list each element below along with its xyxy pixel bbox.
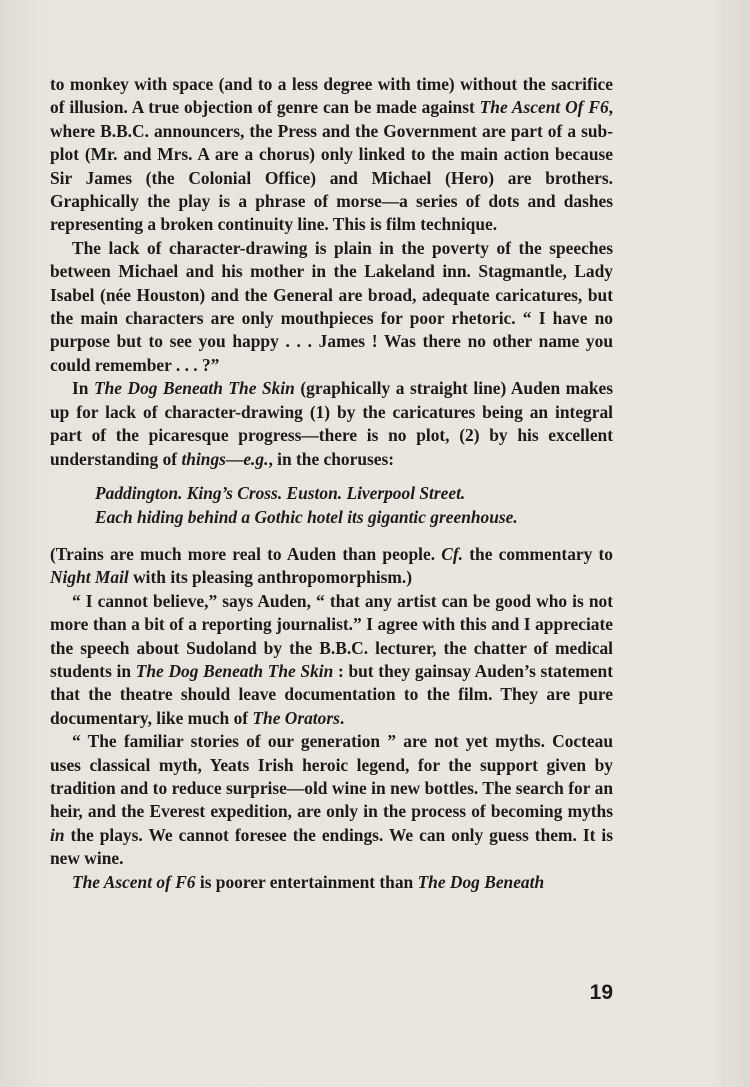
text-run: , where B.B.C. announcers, the Press and the Government are part of a sub-plot (Mr. and Mrs. A are a chorus) only linked to the main action because Sir James (the Colonial Office) and Michael (Hero) are brothers. Graphically the play is a phrase of morse—a series of dots and dashes representing a broken continuity line. This is film technique. — [50, 97, 613, 235]
text-run: : but they gainsay Auden’s statement that the theatre should leave documentation to the film. They are pure documentary, like much of — [50, 660, 613, 728]
text-run: (graphically a straight line) Auden makes up for lack of character-drawing (1) by the caricatures being an integral part of the picaresque progress—there is no plot, (2) by his excellent understanding of — [50, 378, 613, 469]
italic-text: Cf. — [441, 543, 464, 564]
italic-text: The Dog Beneath — [417, 871, 545, 892]
italic-text: The Dog Beneath The Skin — [93, 378, 295, 399]
text-run: — — [225, 448, 244, 469]
page-number: 19 — [589, 981, 613, 1004]
text-run: “ I cannot believe,” says Auden, “ that any artist can be good who is not more than a bit of a reporting journalist.” I agree with this and I appreciate the speech about Sudoland by the B.B.C. lecturer, the chatter of medical students in — [50, 590, 613, 681]
italic-text: The Dog Beneath The Skin — [135, 660, 334, 681]
paragraph — [50, 377, 613, 471]
text-run: (Trains are much more real to Auden than people. — [50, 543, 442, 564]
text-run: is poorer entertainment than — [195, 871, 418, 892]
body-text — [50, 73, 613, 894]
text-run: with its pleasing anthropomorphism.) — [128, 567, 413, 588]
italic-text: The Ascent Of F6 — [479, 97, 609, 118]
text-run: , in the choruses: — [268, 448, 395, 469]
text-run: The lack of character-drawing is plain in the poverty of the speeches between Michael and his mother in the Lakeland inn. Stagmantle, Lady Isabel (née Houston) and the General are broad, adequate caricatures, but the main characters are only mouthpieces for poor rhetoric. “ I have no purpose but to see you happy . . . James ! Was there no other name you could remember . . . ?” — [50, 237, 613, 375]
verse-line: Paddington. King’s Cross. Euston. Liverpool Street. — [95, 482, 466, 503]
paragraph — [50, 730, 613, 870]
italic-text: The Orators — [252, 707, 340, 728]
text-run: the commentary to — [463, 543, 613, 564]
paragraph — [50, 73, 613, 237]
text-run: the plays. We cannot foresee the endings. We can only guess them. It is new wine. — [50, 824, 613, 869]
paragraph — [50, 590, 613, 730]
italic-text: The Ascent of F6 — [72, 871, 196, 892]
text-run: In — [72, 378, 94, 399]
italic-text: e.g. — [243, 448, 269, 469]
verse-quotation — [95, 481, 613, 529]
verse-line: Each hiding behind a Gothic hotel its gigantic greenhouse. — [95, 506, 518, 527]
paragraph — [50, 871, 613, 894]
text-run: to monkey with space (and to a less degree with time) without the sacrifice of illusion. A true objection of genre can be made against — [50, 74, 613, 118]
text-run: . — [339, 707, 345, 728]
text-run: “ The familiar stories of our generation ” are not yet myths. Cocteau uses classical myth, Yeats Irish heroic legend, for the support given by tradition and to reduce surprise—old wine in new bottles. The search for an heir, and the Everest expedition, are only in the process of becoming myths — [50, 731, 613, 822]
paragraph — [50, 543, 613, 590]
italic-text: in — [50, 824, 65, 845]
paragraph — [50, 237, 613, 377]
italic-text: Night Mail — [50, 567, 129, 588]
italic-text: things — [181, 448, 226, 469]
